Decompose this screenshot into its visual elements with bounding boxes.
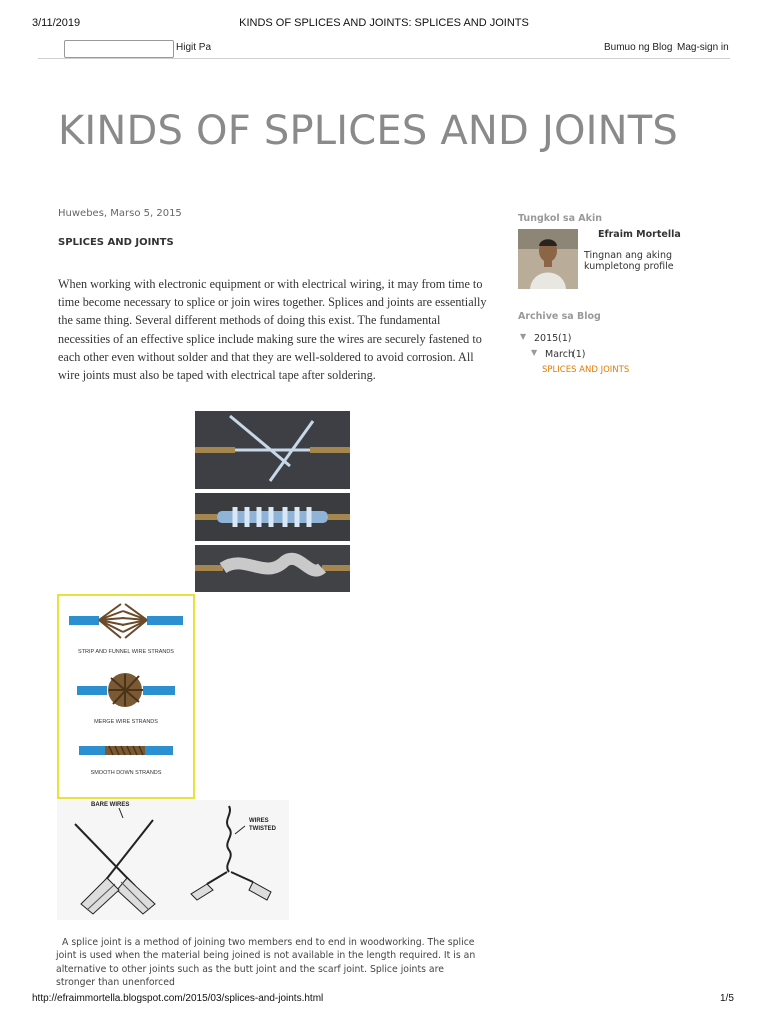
photo-coil xyxy=(195,493,350,541)
post-date: Huwebes, Marso 5, 2015 xyxy=(58,208,182,219)
photo-soldered xyxy=(195,545,350,592)
label-wires: WIRES xyxy=(249,818,269,824)
label-strip: STRIP AND FUNNEL WIRE STRANDS xyxy=(78,649,174,655)
print-page-title: KINDS OF SPLICES AND JOINTS: SPLICES AND JOINTS xyxy=(239,17,529,29)
search-input[interactable] xyxy=(64,40,174,58)
archive-year-link[interactable]: 2015 xyxy=(534,333,559,344)
create-blog-link[interactable]: Bumuo ng Blog xyxy=(604,42,673,53)
profile-avatar[interactable] xyxy=(518,229,578,289)
photo-knot xyxy=(195,411,350,489)
splice-photos xyxy=(195,411,350,592)
archive-heading: Archive sa Blog xyxy=(518,311,601,322)
archive-month-count: (1) xyxy=(572,349,586,360)
post-title[interactable]: SPLICES AND JOINTS xyxy=(58,237,174,248)
archive-month-link[interactable]: March xyxy=(545,349,574,360)
post-tail-text: A splice joint is a method of joining two members end to end in woodworking. The splice joint is used when the material being joined is not available in the length required. It is an alternative to other joints such as the butt joint and the scarf joint. Splice joints are stronger than unenforced xyxy=(56,937,476,989)
blog-title[interactable]: KINDS OF SPLICES AND JOINTS xyxy=(58,108,678,154)
strand-drawing xyxy=(59,596,193,797)
label-smooth: SMOOTH DOWN STRANDS xyxy=(90,770,162,776)
label-twisted: TWISTED xyxy=(249,826,276,832)
twist-diagram xyxy=(57,800,289,920)
sign-in-link[interactable]: Mag-sign in xyxy=(677,42,729,53)
post-body: When working with electronic equipment or with electrical wiring, it may from time to time become necessary to splice or join wires together. Splices and joints are essentially the same thing. Several different methods of doing this exist. The fundamental necessities of an effective splice include making sure the wires are securely fastened to each other even without solder and that they are well-soldered to avoid corrosion. All wire joints must also be taped with electrical tape after soldering. xyxy=(58,277,487,383)
archive-post-link[interactable]: SPLICES AND JOINTS xyxy=(542,365,630,375)
profile-link[interactable]: Tingnan ang aking kumpletong profile xyxy=(584,250,674,272)
print-date: 3/11/2019 xyxy=(32,17,81,29)
print-page-number: 1/5 xyxy=(720,993,734,1004)
chevron-down-icon[interactable]: ▼ xyxy=(520,332,527,341)
strand-diagram xyxy=(57,594,195,799)
print-url: http://efraimmortella.blogspot.com/2015/03/splices-and-joints.html xyxy=(32,993,324,1004)
chevron-down-icon[interactable]: ▼ xyxy=(531,348,538,357)
profile-name[interactable]: Efraim Mortella xyxy=(598,229,681,240)
label-merge: MERGE WIRE STRANDS xyxy=(94,719,158,725)
about-heading: Tungkol sa Akin xyxy=(518,213,602,224)
more-link[interactable]: Higit Pa xyxy=(176,42,212,53)
navbar-divider xyxy=(38,58,730,59)
archive-year-count: (1) xyxy=(558,333,572,344)
label-bare-wires: BARE WIRES xyxy=(91,802,130,808)
